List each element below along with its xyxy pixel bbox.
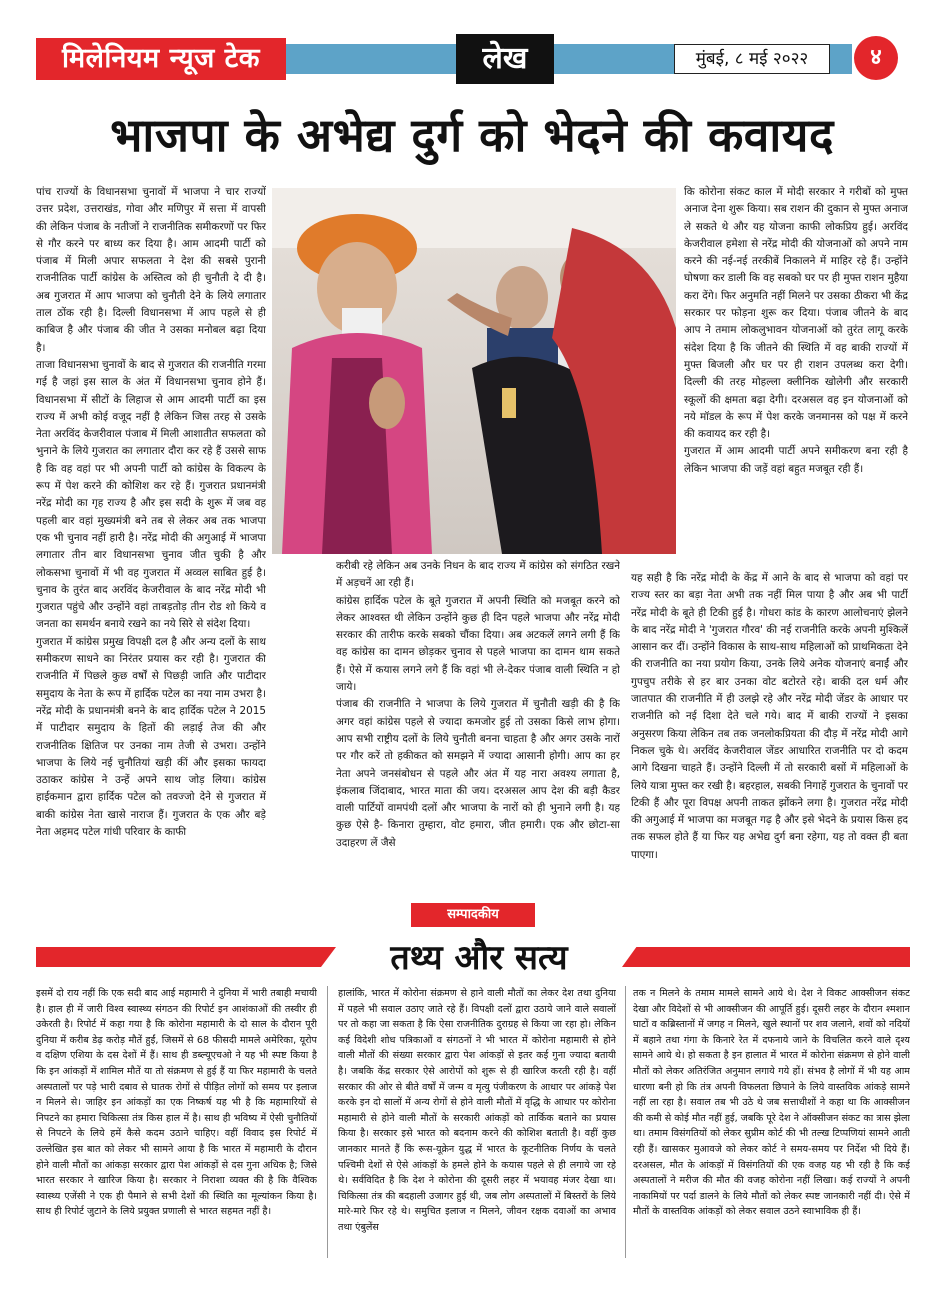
editorial-column-1: इसमें दो राय नहीं कि एक सदी बाद आई महामारी ने दुनिया में भारी तबाही मचायी है। हाल ही में जारी विश्व स्वास्थ्य संगठन की रिपोर्ट इन आशंकाओं की तस्वीर ही उकेरती है। रिपोर्ट में कहा गया है कि कोरोना महामारी के दो साल के दौरान पूरी दुनिया में करीब डेढ़ करोड़ मौतें हुईं, जिसमें से 68 फीसदी मामले अमेरिका, यूरोप व दक्षिण एशिया के दस देशों में हैं। साथ ही डब्ल्यूएचओ ने यह भी स्पष्ट किया है कि इन आंकड़ों में शामिल मौतें या तो संक्रमण से हुई हैं या फिर महामारी के चलते अस्पतालों पर पड़े भारी दबाव से घातक रोगों से पीड़ित लोगों को समय पर इलाज न मिलने से। जाहिर इन आंकड़ों का एक निष्कर्ष यह भी है कि महामारियों से निपटने का हमारा चिकित्सा तंत्र किस हाल में है। साथ ही भविष्य में ऐसी चुनौतियों से निपटने के लिये हमें कैसे कदम उठाने चाहिए। वहीं विवाद इस रिपोर्ट में उल्लेखित इस बात को लेकर भी सामने आया है कि भारत में महामारी के दौरान होने वाली मौतों का आंकड़ा सरकार द्वारा पेश आंकड़ों से दस गुना अधिक है; जिसे भारत सरकार ने खारिज किया है। सरकार ने निराशा व्यक्त की है कि वैश्विक स्वास्थ्य एजेंसी ने एक ही पैमाने से सभी देशों की स्थिति का मूल्यांकन किया है। साथ ही रिपोर्ट जुटाने के लिये प्रयुक्त प्रणाली से भारत सहमत नहीं है। [36, 988, 317, 1218]
article-paragraph: गुजरात में आम आदमी पार्टी अपने समीकरण बना रही है लेकिन भाजपा की जड़ें वहां बहुत मजबूत रही हैं। [684, 445, 908, 475]
editorial-bar-right [622, 947, 910, 967]
page-number: ४ [854, 36, 898, 80]
section-label: लेख [456, 34, 554, 84]
masthead-bar [830, 44, 852, 74]
newspaper-brand: मिलेनियम न्यूज टेक [36, 38, 286, 80]
editorial-column-2: हालांकि, भारत में कोरोना संक्रमण से हाने वाली मौतों का लेकर देश तथा दुनिया में पहले भी सवाल उठाए जाते रहे हैं। विपक्षी दलों द्वारा उठाये जाने वाले सवालों पर तो कहा जा सकता है कि ऐसा राजनीतिक दुराग्रह से किया जा रहा हो। लेकिन कई विदेशी शोध पत्रिकाओं व संगठनों ने भी भारत में कोरोना महामारी से होने वाली मौतों की संख्या सरकार द्वारा पेश आंकड़ों से इतर कई गुना ज्यादा बतायी है। जबकि केंद्र सरकार ऐसे आरोपों को शुरू से ही खारिज करती रही है। वहीं सरकार की ओर से बीते वर्षों में जन्म व मृत्यु पंजीकरण के आधार पर आंकड़े पेश करके इन दो सालों में अन्य रोगों से होने वाली मौतों में वृद्धि के आधार पर कोरोना महामारी से होने वाली मौतों के सरकारी आंकड़ों को तार्किक बताने का प्रयास किया है। सरकार इसे भारत को बदनाम करने की कोशिश बताती है। वहीं कुछ जानकार मानते हैं कि रूस-यूक्रेन युद्ध में भारत के कूटनीतिक निर्णय के चलते पश्चिमी देशों से ऐसे आंकड़ों के हमले होने के कयास पहले से ही लगाये जा रहे थे। सर्वविदित है कि देश ने कोरोना की दूसरी लहर में भयावह मंजर देखा था। चिकित्सा तंत्र की बदहाली उजागर हुई थी, जब लोग अस्पतालों में बिस्तरों के लिये मारे-मारे फिर रहे थे। समुचित इलाज न मिलने, जीवन रक्षक दवाओं का अभाव तथा एंबुलेंस [338, 988, 616, 1233]
article-paragraph: ताजा विधानसभा चुनावों के बाद से गुजरात की राजनीति गरमा गई है जहां इस साल के अंत में विधानसभा चुनाव होने हैं। विधानसभा में सीटों के लिहाज से आम आदमी पार्टी का इस राज्य में अभी कोई वजूद नहीं है लेकिन जिस तरह से उसके नेता अरविंद केजरीवाल पंजाब में मिली आशातीत सफलता को भुनाने के लिये गुजरात का लगातार दौरा कर रहे हैं उससे साफ है कि वह वहां पर भी अपनी पार्टी को कांग्रेस के विकल्प के रूप में पेश करने की कोशिश कर रहे हैं। गुजरात प्रधानमंत्री नरेंद्र मोदी का गृह राज्य है और इस सदी के शुरू में जब वह पहली बार वहां मुख्यमंत्री बने तब से लेकर अब तक भाजपा एक भी चुनाव नहीं हारी है। नरेंद्र मोदी की अगुआई में भाजपा लगातार तीन बार विधानसभा चुनाव जीत चुकी है और लोकसभा चुनावों में भी वह गुजरात में अव्वल साबित हुई है। चुनाव के तुरंत बाद अरविंद केजरीवाल के बाद नरेंद्र मोदी भी गुजरात पहुंचे और उन्होंने वहां ताबड़तोड़ तीन रोड शो किये व जनता का समर्थन बनाये रखने का नये सिरे से संदेश दिया। [36, 358, 266, 631]
article-column-1 [36, 184, 266, 896]
article-column-3 [684, 184, 908, 574]
article-paragraph: पंजाब की राजनीति ने भाजपा के लिये गुजरात में चुनौती खड़ी की है कि अगर वहां कांग्रेस पहले से ज्यादा कमजोर हुई तो उसका किसे लाभ होगा। आप सभी राष्ट्रीय दलों के लिये चुनौती बनना चाहता है और अगर उसके नारों पर गौर करें तो हकीकत को समझने में ज्यादा आसानी होगी। आप का हर नेता अपने जनसंबोधन से पहले और अंत में यह नारा अवश्य लगाता है, इंकलाब जिंदाबाद, भारत माता की जय। दरअसल आप देश की बड़ी कैडर वाली पार्टियों वामपंथी दलों और भाजपा के नारों को ही भुनाने लगी है। यह कुछ ऐसे है- किनारा तुम्हारा, वोट हमारा, जीत हमारी। एक और छोटा-सा उदाहरण लें जैसे [336, 698, 620, 849]
column-divider [625, 986, 626, 1258]
article-paragraph: यह सही है कि नरेंद्र मोदी के केंद्र में आने के बाद से भाजपा को वहां पर राज्य स्तर का बड़ा नेता अभी तक नहीं मिल पाया है और अब भी पार्टी नरेंद्र मोदी के बूते ही टिकी हुई है। गोधरा कांड के कारण आलोचनाएं झेलने के बाद नरेंद्र मोदी ने 'गुजरात गौरव' की नई राजनीति करके अपनी मुश्किलें आसान कर दीं। उन्होंने विकास के साथ-साथ महिलाओं को प्राथमिकता देने की राजनीति का नया प्रयोग किया, उनके लिये अनेक योजनाएं बनाईं और गुपचुप तरीके से हर बार उनका वोट बटोरते रहे। बाकी दल धर्म और जातपात की राजनीति में ही उलझे रहे और नरेंद्र मोदी जेंडर के आधार पर राजनीति को नई दिशा देते चले गये। बाद में बाकी राज्यों ने इसका अनुसरण किया लेकिन तब तक जनलोकप्रियता की दौड़ में नरेंद्र मोदी आगे निकल चुके थे। अरविंद केजरीवाल जेंडर आधारित राजनीति पर दो कदम आगे दिखना चाहते हैं। उन्होंने दिल्ली में तो सरकारी बसों में महिलाओं के लिये यात्रा मुफ्त कर रखी है। बहरहाल, सबकी निगाहें गुजरात के चुनावों पर टिकी हैं और पूरा विपक्ष अपनी ताकत झोंकने लगा है। गुजरात नरेंद्र मोदी की अगुआई में भाजपा का मजबूत गढ़ है और इसे भेदने के प्रयास किस हद तक सफल होते हैं या फिर यह अभेद्य दुर्ग बना रहेगा, यह तो वक्त ही बता पाएगा। [631, 572, 908, 861]
issue-date: मुंबई, ८ मई २०२२ [674, 44, 830, 74]
article-paragraph: कांग्रेस हार्दिक पटेल के बूते गुजरात में अपनी स्थिति को मजबूत करने को लेकर आश्वस्त थी लेकिन उन्होंने कुछ ही दिन पहले भाजपा और नरेंद्र मोदी सरकार की तारीफ करके सबको चौंका दिया। अब अटकलें लगने लगी हैं कि वह कांग्रेस का दामन छोड़कर चुनाव से पहले भाजपा का दामन थाम सकते हैं। ऐसे में कयास लगने लगे हैं कि वहां भी ले-देकर पंजाब वाली स्थिति न हो जाये। [336, 594, 620, 694]
article-paragraph: गुजरात में कांग्रेस प्रमुख विपक्षी दल है और अन्य दलों के साथ समीकरण साधने का निरंतर प्रयास कर रही है। गुजरात की राजनीति में पिछले कुछ वर्षों से पिछड़ी जाति और पाटीदार समुदाय के नेता के रूप में हार्दिक पटेल का नया नाम उभरा है। नरेंद्र मोदी के प्रधानमंत्री बनने के बाद हार्दिक पटेल ने 2015 में पाटीदार समुदाय के हितों की लड़ाई तेज की और राजनीतिक क्षितिज पर उनका नाम तेजी से उभरा। उन्होंने भाजपा के लिये नई चुनौतियां खड़ी कीं और इसका फायदा उठाकर कांग्रेस ने उन्हें अपने साथ जोड़ लिया। कांग्रेस हाईकमान द्वारा हार्दिक पटेल को तवज्जो देने से गुजरात में बाकी कांग्रेस नेता खासे नाराज हैं। गुजरात के एक और बड़े नेता अहमद पटेल गांधी परिवार के काफी [36, 635, 266, 838]
article-paragraph: करीबी रहे लेकिन अब उनके निधन के बाद राज्य में कांग्रेस को संगठित रखने में अड़चनें आ रही हैं। [336, 560, 620, 590]
editorial-title: तथ्य और सत्य [390, 938, 568, 978]
column-divider [327, 986, 328, 1258]
article-paragraph: कि कोरोना संकट काल में मोदी सरकार ने गरीबों को मुफ्त अनाज देना शुरू किया। सब राशन की दुकान से मुफ्त अनाज ले सकते थे और यह योजना काफी लोकप्रिय हुई। अरविंद केजरीवाल हमेशा से नरेंद्र मोदी की योजनाओं को अपने नाम करने की नई-नई तरकीबें निकालने में माहिर रहे हैं। उन्होंने घोषणा कर डाली कि वह सबको घर पर ही मुफ्त राशन मुहैया करा देंगे। फिर अनुमति नहीं मिलने पर उसका ठीकरा भी केंद्र सरकार पर फोड़ना शुरू कर दिया। पंजाब जीतने के बाद आप ने तमाम लोकलुभावन योजनाओं को तुरंत लागू करके संदेश दिया है कि जीतने की स्थिति में वह बाकी राज्यों में मुफ्त बिजली और घर पर ही राशन उपलब्ध करा देगी। दिल्ली की तरह मोहल्ला क्लीनिक खोलेगी और सरकारी स्कूलों की क्षमता बढ़ा देगी। दरअसल वह इन योजनाओं को नये मॉडल के रूप में पेश करके जनमानस को पक्ष में करने की कवायद कर रही है। [684, 186, 908, 441]
masthead-bar [554, 44, 674, 74]
article-paragraph: पांच राज्यों के विधानसभा चुनावों में भाजपा ने चार राज्यों उत्तर प्रदेश, उत्तराखंड, गोवा और मणिपुर में सत्ता में वापसी की लेकिन पंजाब के नतीजों ने राजनीतिक समीकरणों पर फिर से गौर करने पर बाध्य कर दिया है। आम आदमी पार्टी को पंजाब में मिली अपार सफलता ने देश की सबसे पुरानी राजनीतिक पार्टी कांग्रेस के अस्तित्व को ही चुनौती दे दी है। अब गुजरात में आप भाजपा को चुनौती देने के लिये लगातार ताल ठोंक रही है। दिल्ली विधानसभा में आप पहले से ही काबिज है और पंजाब की जीत ने उसका मनोबल बढ़ा दिया है। [36, 186, 266, 354]
photo-illustration [272, 188, 676, 554]
article-headline: भाजपा के अभेद्य दुर्ग को भेदने की कवायद [110, 108, 834, 162]
article-column-4 [631, 570, 908, 896]
editorial-tag: सम्पादकीय [411, 903, 535, 927]
article-column-2 [336, 558, 620, 896]
masthead [36, 34, 908, 86]
article-photo [272, 188, 676, 554]
editorial-column-3: तक न मिलने के तमाम मामले सामने आये थे। देश ने विकट आक्सीजन संकट देखा और विदेशों से भी आक्सीजन की आपूर्ति हुई। दूसरी लहर के दौरान श्मशान घाटों व कब्रिस्तानों में जगह न मिलने, खुले स्थानों पर शव जलाने, शवों को नदियों में बहाने तथा गंगा के किनारे रेत में दफनाये जाने के विचलित करने वाले दृश्य सामने आये थे। हो सकता है इन हालात में भारत में कोरोना संक्रमण से होने वाली मौतों को लेकर अतिरंजित अनुमान लगाये गये हों। संभव है लोगों में भी यह आम धारणा बनी हो कि तंत्र अपनी विफलता छिपाने के लिये वास्तविक आंकड़े सामने नहीं ला रहा है। सवाल तब भी उठे थे जब सत्ताधीशों ने कहा था कि आक्सीजन की कमी से कोई मौत नहीं हुई, जबकि पूरे देश ने ऑक्सीजन संकट का त्रास झेला था। तमाम विसंगतियों को लेकर सुप्रीम कोर्ट की भी तल्ख टिप्पणियां सामने आती रही हैं। खासकर मुआवजे को लेकर कोर्ट ने समय-समय पर निर्देश भी दिये हैं। दरअसल, मौत के आंकड़ों में विसंगतियों की एक वजह यह भी रही है कि कई अस्पतालों ने मरीज की मौत की वजह कोरोना नहीं लिखा। कई राज्यों ने अपनी नाकामियों पर पर्दा डालने के लिये मौतों को लेकर स्पष्ट जानकारी नहीं दी। ऐसे में मौतों के वास्तविक आंकड़ों को लेकर सवाल उठने स्वाभाविक ही हैं। [633, 988, 910, 1218]
editorial-bar-left [36, 947, 336, 967]
masthead-bar [286, 44, 456, 74]
